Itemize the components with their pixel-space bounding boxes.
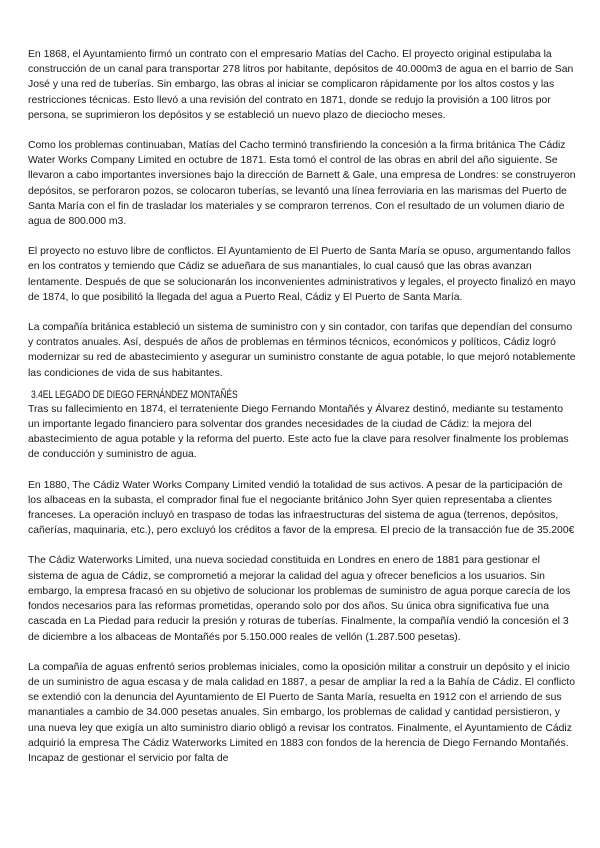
paragraph-concession-transfer: Como los problemas continuaban, Matías del Cacho terminó transfiriendo la concesión a la firma británica The Cádiz Water Works Company Limited en octubre de 1871. Esta tomó el control de las obras en abril del año siguiente. Se llevaron a cabo importantes inversiones bajo la dirección de Barnett & Gale, una empresa de Londres: se construyeron depósitos, se perforaron pozos, se colocaron tuberías, se levantó una línea ferroviaria en las marismas del Puerto de Santa María con el fin de trasladar los materiales y se compraron terrenos. Con el resultado de un volumen diario de agua de 800.000 m3. [28, 140, 576, 228]
section-heading: 3.4EL LEGADO DE DIEGO FERNÁNDEZ MONTAÑÉS [31, 388, 238, 401]
paragraph-supply-system: La compañía británica estableció un sistema de suministro con y sin contador, con tarifas que dependían del consumo y contratos anuales. Así, después de años de problemas en términos técnicos, económicos y políticos, Cádiz logró modernizar su red de abastecimiento y asegurar un suministro constante de agua potable, lo que mejoró notablemente las condiciones de vida de sus habitantes. [28, 322, 576, 379]
paragraph-waterworks-limited: The Cádiz Waterworks Limited, una nueva sociedad constituida en Londres en enero de 1881 para gestionar el sistema de agua de Cádiz, se comprometió a mejorar la calidad del agua y ofrecer beneficios a los usuarios. Sin embargo, la empresa fracasó en su objetivo de solucionar los problemas de suministro de agua porque carecía de los fondos necesarios para las reformas prometidas, operando solo por dos años. Su única obra significativa fue una cascada en La Piedad para reducir la presión y roturas de tuberías. Finalmente, la compañía vendió la concesión el 3 de diciembre a los albaceas de Montañés por 5.150.000 reales de vellón (1.287.500 pesetas). [28, 555, 571, 643]
document-page [28, 47, 576, 781]
paragraph-1868-contract: En 1868, el Ayuntamiento firmó un contrato con el empresario Matías del Cacho. El proyecto original estipulaba la construcción de un canal para transportar 278 litros por habitante, depósitos de 40.000m3 de agua en el barrio de San José y una red de tuberías. Sin embargo, las obras al iniciar se complicaron rápidamente por los altos costos y las restricciones técnicas. Esto llevó a una revisión del contrato en 1871, donde se redujo la provisión a 100 litros por persona, se suprimieron los depósitos y se estableció un nuevo plazo de dieciocho meses. [28, 49, 574, 121]
paragraph-initial-problems: La compañía de aguas enfrentó serios problemas iniciales, como la oposición militar a construir un depósito y el inicio de un suministro de agua escasa y de mala calidad en 1887, a pesar de ampliar la red a la Bahía de Cádiz. El conflicto se extendió con la denuncia del Ayuntamiento de El Puerto de Santa María, resuelta en 1912 con el arriendo de sus manantiales a cambio de 34.000 pesetas anuales. Sin embargo, los problemas de calidad y cantidad persistieron, y una nueva ley que exigía un alto suministro diario obligó a revisar los contratos. Finalmente, el Ayuntamiento de Cádiz adquirió la empresa The Cádiz Waterworks Limited en 1883 con fondos de la herencia de Diego Fernando Montañés. Incapaz de gestionar el servicio por falta de [28, 661, 575, 764]
paragraph-conflicts: El proyecto no estuvo libre de conflictos. El Ayuntamiento de El Puerto de Santa María se opuso, argumentando fallos en los contratos y temiendo que Cádiz se adueñara de sus manantiales, lo cual causó que las obras avanzan lentamente. Después de que se solucionarán los inconvenientes administrativos y legales, el proyecto finalizó en mayo de 1874, lo que posibilitó la llegada del agua a Puerto Real, Cádiz y El Puerto de Santa María. [28, 246, 576, 303]
paragraph-montanes-legacy: Tras su fallecimiento en 1874, el terrateniente Diego Fernando Montañés y Álvarez destinó, mediante su testamento un importante legado financiero para solventar dos grandes necesidades de la ciudad de Cádiz: la mejora del abastecimiento de agua potable y la reforma del puerto. Este acto fue la clave para resolver finalmente los problemas de conducción y suministro de agua. [28, 403, 569, 461]
paragraph-1880-sale: En 1880, The Cádiz Water Works Company Limited vendió la totalidad de sus activos. A pesar de la participación de los albaceas en la subasta, el comprador final fue el negociante británico John Syer quien representaba a clientes franceses. La operación incluyó en traspaso de todas las infraestructuras del sistema de agua (terrenos, depósitos, cañerías, maquinaria, etc.), pero excluyó los créditos a favor de la empresa. El precio de la transacción fue de 35.200€ [28, 479, 575, 537]
